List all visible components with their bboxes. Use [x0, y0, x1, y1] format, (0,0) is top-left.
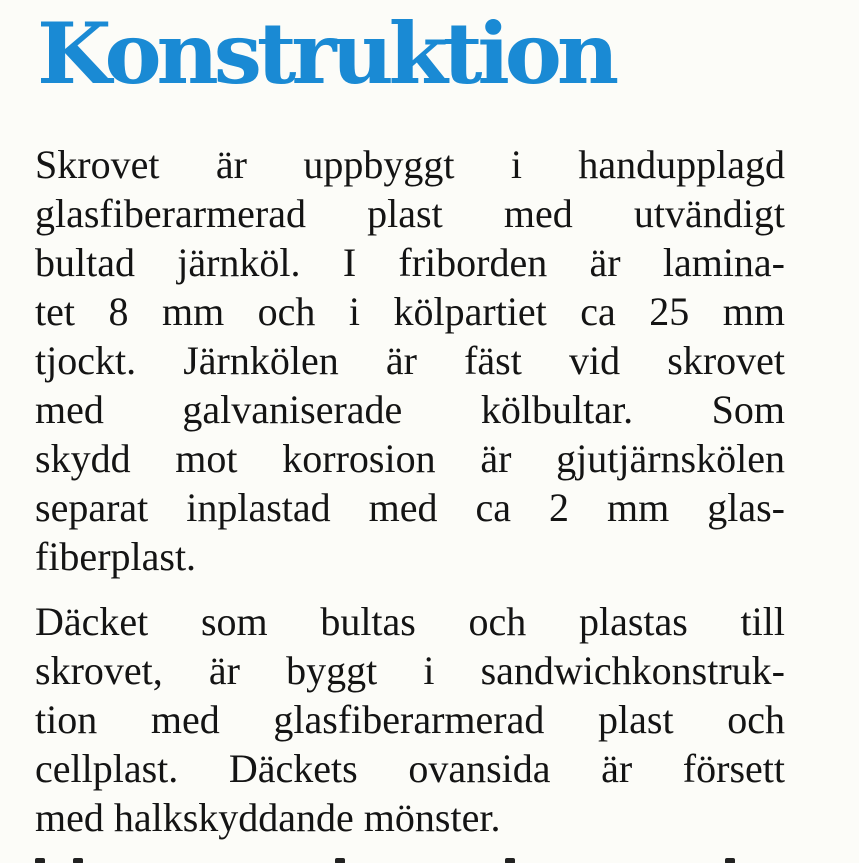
paragraph-hull: [35, 140, 785, 581]
text-line: tjockt. Järnkölen är fäst vid skrovet: [35, 338, 785, 383]
text-line: tion med glasfiberarmerad plast och: [35, 697, 785, 742]
cropped-next-line: [35, 846, 775, 863]
text-line: skrovet, är byggt i sandwichkonstruk-: [35, 648, 785, 693]
text-line: skydd mot korrosion är gjutjärnskölen: [35, 436, 785, 481]
text-line: tet 8 mm och i kölpartiet ca 25 mm: [35, 289, 785, 334]
section-heading: Konstruktion: [37, 4, 615, 103]
text-line: separat inplastad med ca 2 mm glas-: [35, 485, 785, 530]
text-line: Däcket som bultas och plastas till: [35, 599, 785, 644]
text-line: bultad järnköl. I friborden är lamina-: [35, 240, 785, 285]
text-line: glasfiberarmerad plast med utvändigt: [35, 191, 785, 236]
text-line: med galvaniserade kölbultar. Som: [35, 387, 785, 432]
text-line: cellplast. Däckets ovansida är försett: [35, 746, 785, 791]
text-line: Skrovet är uppbyggt i handupplagd: [35, 142, 785, 187]
text-line: fiberplast.: [35, 534, 197, 579]
paragraph-deck: [35, 597, 785, 842]
text-line: med halkskyddande mönster.: [35, 795, 501, 840]
